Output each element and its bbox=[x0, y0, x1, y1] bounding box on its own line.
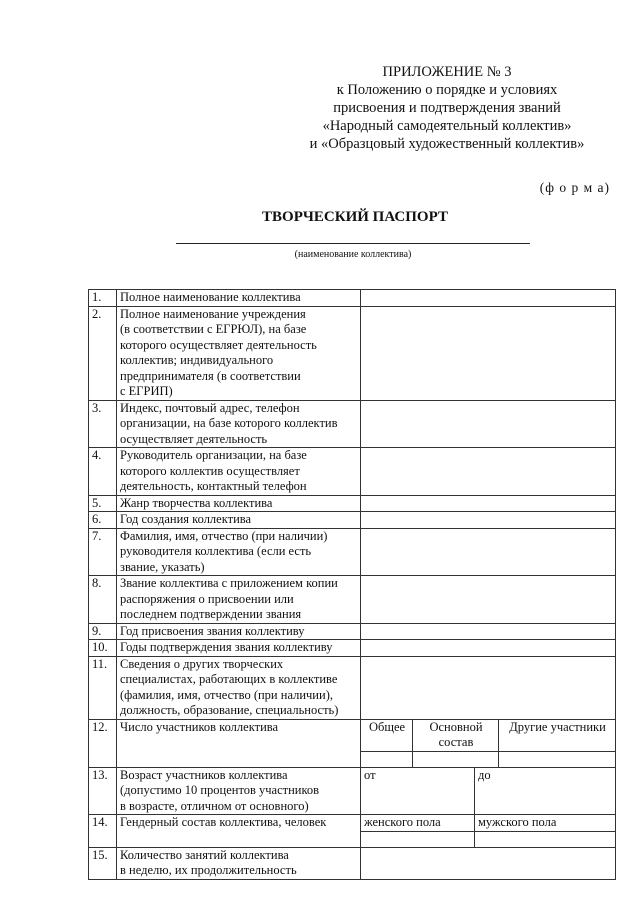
row-number: 8. bbox=[89, 576, 117, 624]
row-label-line: Звание коллектива с приложением копии bbox=[120, 576, 338, 590]
table-row bbox=[89, 623, 616, 640]
row-label-line: в неделю, их продолжительность bbox=[120, 863, 297, 877]
row-number: 11. bbox=[89, 656, 117, 719]
table-row bbox=[89, 306, 616, 400]
table-row bbox=[89, 290, 616, 307]
row-label-line: организации, на базе которого коллектив bbox=[120, 416, 338, 430]
row-label bbox=[117, 528, 361, 576]
row-label-line: Фамилия, имя, отчество (при наличии) bbox=[120, 528, 328, 543]
appendix-line: присвоения и подтверждения званий bbox=[333, 100, 561, 116]
row-label bbox=[117, 640, 361, 657]
row-number: 10. bbox=[89, 640, 117, 657]
table-row bbox=[89, 448, 616, 496]
row-label-line: последнем подтверждении звания bbox=[120, 607, 302, 621]
row-label bbox=[117, 400, 361, 448]
appendix-line: к Положению о порядке и условиях bbox=[336, 82, 558, 98]
row-label-line: специалистах, работающих в коллективе bbox=[120, 672, 338, 686]
appendix-header bbox=[282, 63, 612, 153]
age-to-field[interactable] bbox=[475, 767, 616, 815]
row-label bbox=[117, 767, 361, 815]
age-to-label: до bbox=[478, 767, 491, 782]
row-label-line: Год создания коллектива bbox=[120, 512, 252, 526]
row-number: 6. bbox=[89, 512, 117, 529]
row-label: Гендерный состав коллектива, человек bbox=[117, 815, 361, 848]
appendix-line: и «Образцовый художественный коллектив» bbox=[309, 136, 585, 152]
row-label-line: Возраст участников коллектива bbox=[120, 767, 288, 782]
row-number: 4. bbox=[89, 448, 117, 496]
value-cell[interactable] bbox=[361, 528, 616, 576]
row-number: 9. bbox=[89, 623, 117, 640]
row-number: 13. bbox=[89, 767, 117, 815]
female-value[interactable] bbox=[361, 831, 475, 847]
row-label-line: деятельность, контактный телефон bbox=[120, 479, 307, 493]
appendix-line: «Народный самодеятельный коллектив» bbox=[322, 118, 572, 134]
table-row bbox=[89, 576, 616, 624]
row-label-line: Сведения о других творческих bbox=[120, 656, 284, 671]
row-number: 15. bbox=[89, 847, 117, 879]
table-row bbox=[89, 495, 616, 512]
row-label-line: предпринимателя (в соответствии bbox=[120, 368, 301, 383]
row-label-line: которого коллектив осуществляет bbox=[120, 463, 300, 478]
age-from-label: от bbox=[364, 767, 376, 782]
value-cell[interactable] bbox=[361, 495, 616, 512]
row-label-line: Руководитель организации, на базе bbox=[120, 448, 307, 462]
row-label-line: Годы подтверждения звания коллективу bbox=[120, 640, 333, 654]
row-label bbox=[117, 512, 361, 529]
row-label-line: Полное наименование учреждения bbox=[120, 306, 306, 321]
male-value[interactable] bbox=[475, 831, 616, 847]
row-label-line: Жанр творчества коллектива bbox=[120, 495, 273, 510]
collective-name-line bbox=[176, 243, 530, 244]
table-row bbox=[89, 656, 616, 719]
participants-total-header: Общее bbox=[361, 719, 413, 751]
row-label-line: в возрасте, отличном от основного) bbox=[120, 798, 309, 813]
row-label-line: (в соответствии с ЕГРЮЛ), на базе bbox=[120, 322, 307, 336]
age-from-field[interactable] bbox=[361, 767, 475, 815]
value-cell[interactable] bbox=[361, 512, 616, 529]
participants-total-value[interactable] bbox=[361, 751, 413, 767]
value-cell[interactable] bbox=[361, 290, 616, 307]
row-number: 2. bbox=[89, 306, 117, 400]
female-header: женского пола bbox=[361, 815, 475, 832]
table-row bbox=[89, 528, 616, 576]
row-label-line: (допустимо 10 процентов участников bbox=[120, 783, 320, 797]
row-label bbox=[117, 290, 361, 307]
row-number: 7. bbox=[89, 528, 117, 576]
value-cell[interactable] bbox=[361, 400, 616, 448]
row-label bbox=[117, 656, 361, 719]
value-cell[interactable] bbox=[361, 656, 616, 719]
table-row bbox=[89, 400, 616, 448]
row-label-line: осуществляет деятельность bbox=[120, 431, 268, 446]
participants-main-value[interactable] bbox=[413, 751, 499, 767]
passport-table bbox=[88, 289, 616, 880]
row-label-line: с ЕГРИП) bbox=[120, 384, 173, 398]
row-label bbox=[117, 623, 361, 640]
row-label-line: которого осуществляет деятельность bbox=[120, 337, 317, 352]
value-cell[interactable] bbox=[361, 448, 616, 496]
participants-main-header: Основной состав bbox=[413, 719, 499, 751]
row-label bbox=[117, 847, 361, 879]
appendix-title: ПРИЛОЖЕНИЕ № 3 bbox=[382, 64, 512, 80]
value-cell[interactable] bbox=[361, 847, 616, 879]
row-label-line: звание, указать) bbox=[120, 559, 205, 574]
table-row bbox=[89, 512, 616, 529]
male-header: мужского пола bbox=[475, 815, 616, 832]
row-label bbox=[117, 306, 361, 400]
row-label bbox=[117, 495, 361, 512]
row-14-header bbox=[89, 815, 616, 832]
row-number: 3. bbox=[89, 400, 117, 448]
row-label: Число участников коллектива bbox=[117, 719, 361, 767]
row-label-line: руководителя коллектива (если есть bbox=[120, 544, 312, 558]
collective-name-caption: (наименование коллектива) bbox=[294, 249, 412, 260]
value-cell[interactable] bbox=[361, 640, 616, 657]
row-number: 14. bbox=[89, 815, 117, 848]
row-number: 12. bbox=[89, 719, 117, 767]
value-cell[interactable] bbox=[361, 576, 616, 624]
row-label-line: коллектив; индивидуального bbox=[120, 353, 274, 367]
value-cell[interactable] bbox=[361, 623, 616, 640]
row-number: 5. bbox=[89, 495, 117, 512]
row-label-line: распоряжения о присвоении или bbox=[120, 591, 294, 606]
form-mark: (ф о р м а) bbox=[539, 180, 610, 195]
row-label bbox=[117, 448, 361, 496]
table-row bbox=[89, 640, 616, 657]
row-label-line: Количество занятий коллектива bbox=[120, 847, 289, 862]
participants-other-value[interactable] bbox=[499, 751, 616, 767]
row-number: 1. bbox=[89, 290, 117, 307]
row-12-header bbox=[89, 719, 616, 751]
document-title: ТВОРЧЕСКИЙ ПАСПОРТ bbox=[262, 209, 448, 225]
row-15 bbox=[89, 847, 616, 879]
row-label-line: должность, образование, специальность) bbox=[120, 703, 339, 717]
row-label bbox=[117, 576, 361, 624]
row-13 bbox=[89, 767, 616, 815]
row-label-line: (фамилия, имя, отчество (при наличии), bbox=[120, 687, 333, 702]
row-label-line: Полное наименование коллектива bbox=[120, 290, 301, 304]
row-label-line: Индекс, почтовый адрес, телефон bbox=[120, 400, 300, 415]
participants-other-header: Другие участники bbox=[499, 719, 616, 751]
value-cell[interactable] bbox=[361, 306, 616, 400]
row-label-line: Год присвоения звания коллективу bbox=[120, 623, 305, 638]
